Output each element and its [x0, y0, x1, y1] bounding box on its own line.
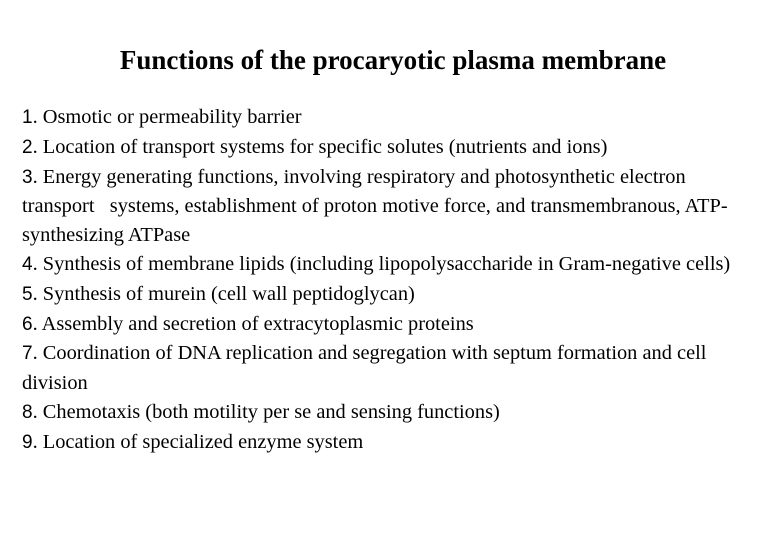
item-number: 2: [22, 136, 33, 158]
item-text: . Coordination of DNA replication and segregation with septum formation and cell division: [22, 342, 707, 395]
item-text: . Synthesis of membrane lipids (including lipopolysaccharide in Gram-negative cells): [32, 252, 731, 275]
item-text: . Synthesis of murein (cell wall peptidoglycan): [32, 282, 415, 305]
list-item: [22, 250, 772, 280]
item-number: 3: [22, 166, 33, 188]
list-item: [22, 310, 772, 340]
item-text: . Assembly and secretion of extracytoplasmic proteins: [32, 312, 474, 335]
item-text: . Osmotic or permeability barrier: [32, 106, 302, 128]
item-text: . Location of transport systems for specific solutes (nutrients and ions): [32, 135, 608, 158]
item-number: 4: [22, 253, 33, 275]
item-number: 5: [22, 283, 33, 305]
item-text: . Location of specialized enzyme system: [32, 430, 364, 453]
item-number: 8: [22, 401, 33, 423]
item-number: 7: [22, 343, 33, 365]
item-text: . Energy generating functions, involving respiratory and photosynthetic electron transport systems, establishment of proton motive force, and transmembranous, ATP-synthesizing ATPase: [22, 165, 728, 247]
list-item: [22, 339, 772, 398]
item-number: 6: [22, 313, 33, 335]
list-item: [22, 103, 772, 133]
item-text: . Chemotaxis (both motility per se and sensing functions): [32, 400, 500, 423]
list-item: [22, 280, 772, 310]
list-item: [22, 133, 772, 163]
page-title: Functions of the procaryotic plasma membrane: [119, 45, 667, 75]
list-item: [22, 428, 772, 458]
list-item: [22, 163, 772, 250]
item-number: 1: [22, 107, 33, 128]
item-number: 9: [22, 431, 33, 453]
functions-list: [22, 103, 772, 458]
list-item: [22, 398, 772, 428]
